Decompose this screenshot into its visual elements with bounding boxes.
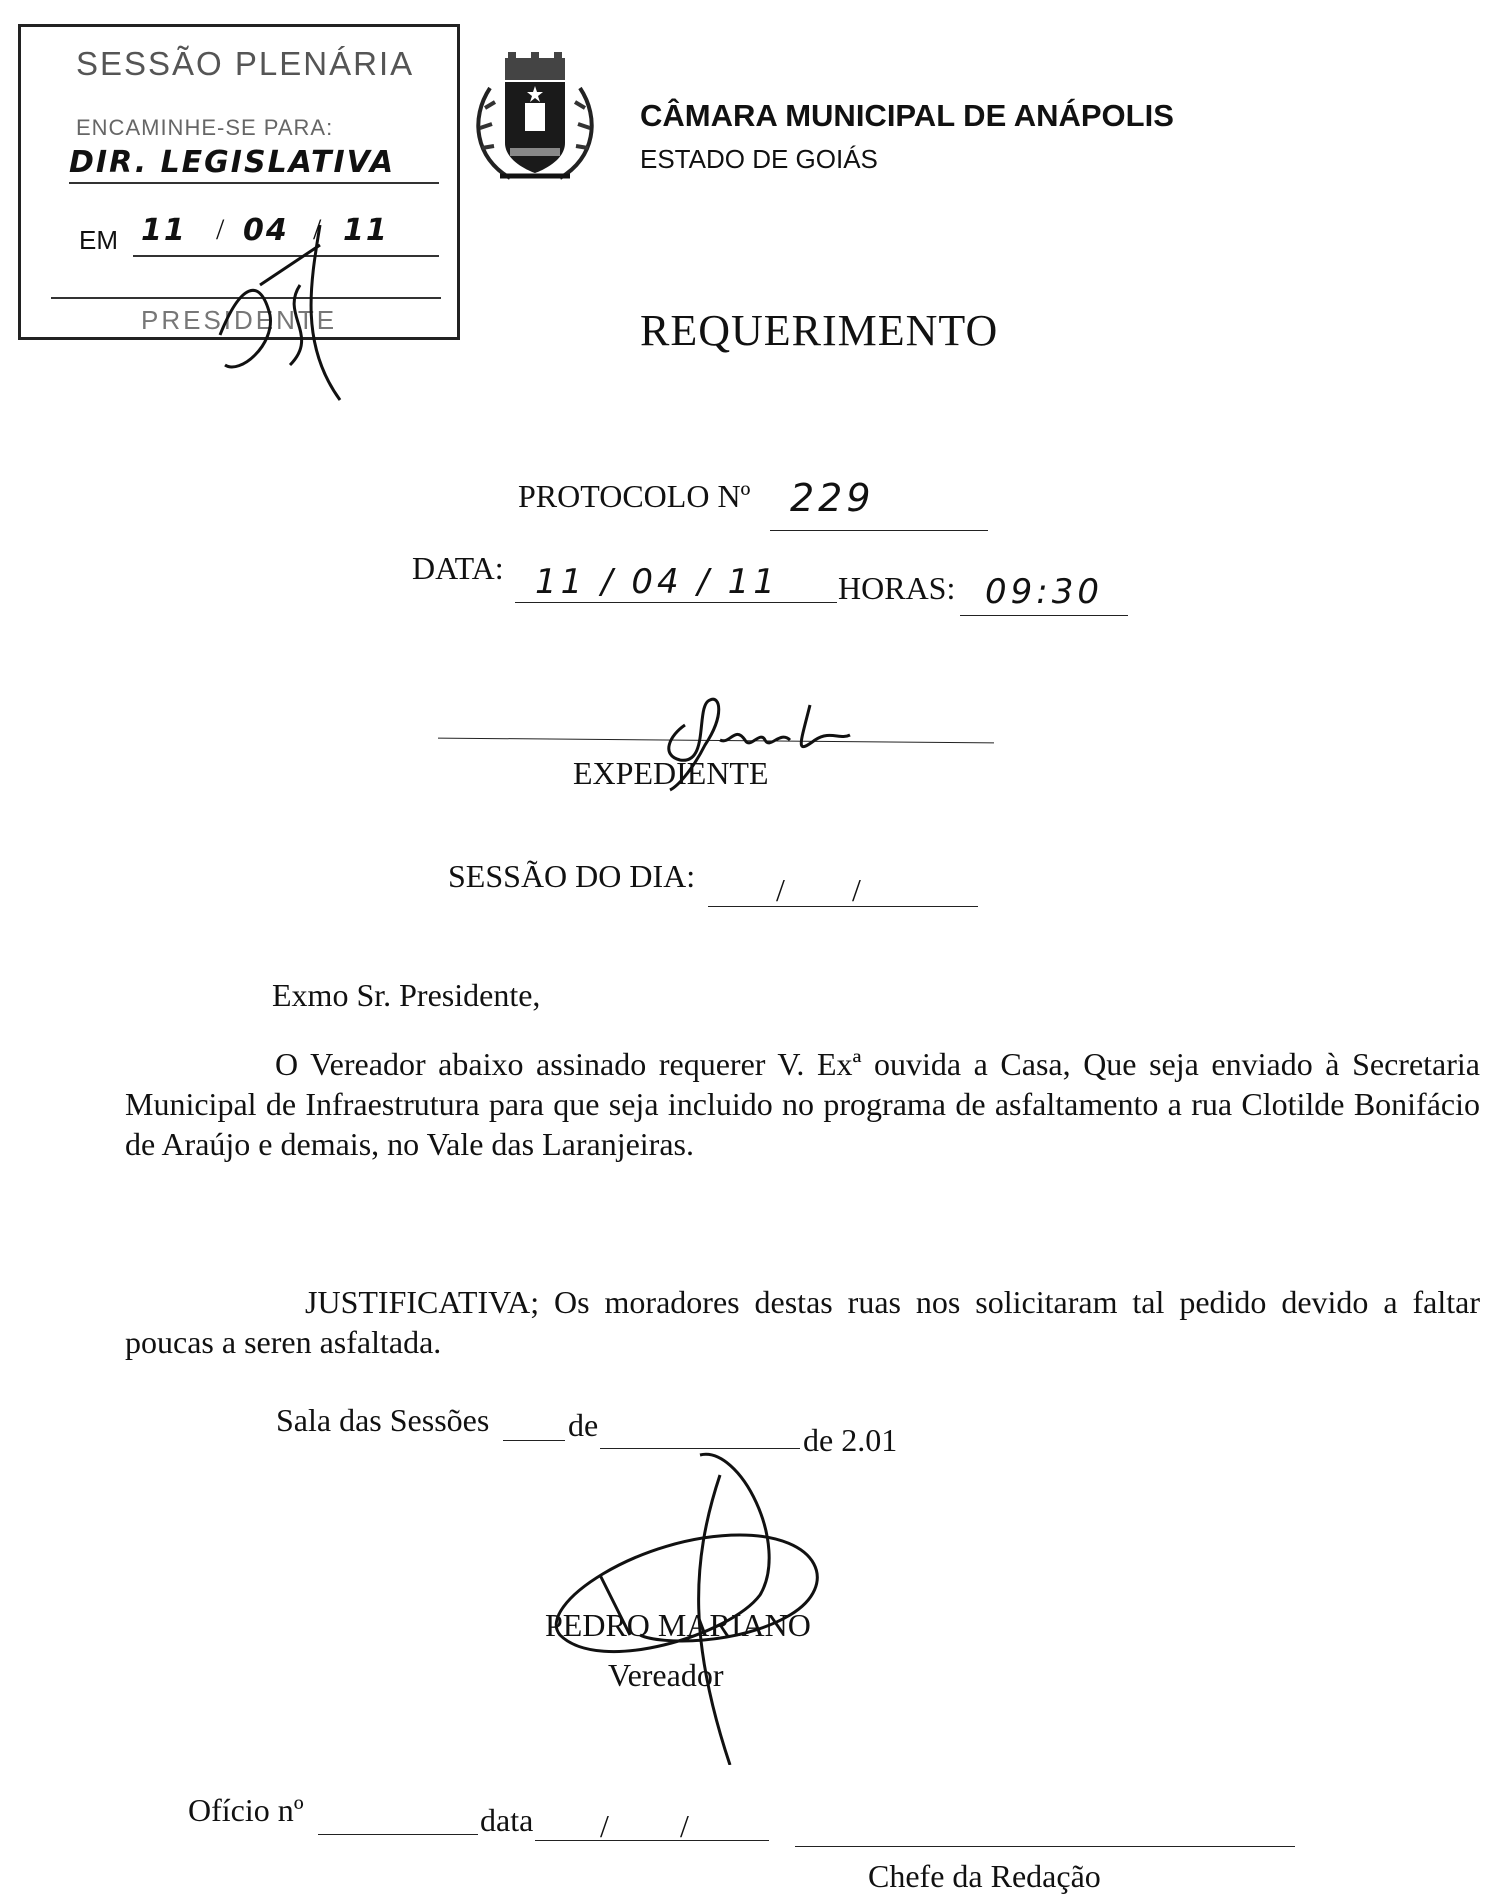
expediente-label: EXPEDIENTE: [573, 755, 769, 791]
justification-paragraph: JUSTIFICATIVA; Os moradores destas ruas nos solicitaram tal pedido devido a faltar poucas a seren asfaltada.: [125, 1284, 1480, 1360]
oficio-data-sep: /: [600, 1808, 609, 1844]
stamp-signer-label: PRESIDENTE: [141, 305, 338, 335]
stamp-title: SESSÃO PLENÁRIA: [76, 45, 415, 82]
date-label: DATA:: [412, 550, 504, 586]
oficio-data-label: data: [480, 1802, 534, 1838]
stamp-date-prefix: EM: [79, 225, 118, 255]
document-title: REQUERIMENTO: [640, 306, 999, 355]
stamp-date-day: 11: [141, 213, 187, 248]
oficio-label: Ofício nº: [188, 1792, 304, 1828]
hours-value: 09:30: [985, 572, 1103, 612]
date-value: 11 / 04 / 11: [535, 562, 779, 602]
stamp-date-sep: /: [313, 213, 322, 246]
stamp-routed-value: DIR. LEGISLATIVA: [69, 145, 396, 180]
institution-state: ESTADO DE GOIÁS: [640, 144, 878, 174]
oficio-data-sep: /: [680, 1808, 689, 1844]
closing-de: de: [568, 1407, 599, 1443]
salutation: Exmo Sr. Presidente,: [272, 977, 541, 1013]
hours-underline: [960, 615, 1128, 616]
municipal-crest-logo: [470, 48, 600, 188]
request-paragraph: O Vereador abaixo assinado requerer V. Exª ouvida a Casa, Que seja enviado à Secretaria Municipal de Infraestrutura para que seja incluido no programa de asfaltamento a rua Clotilde Bonifácio de Araújo e demais, no Vale das Laranjeiras.: [125, 1046, 1480, 1162]
session-label: SESSÃO DO DIA:: [448, 858, 696, 894]
stamp-date-year: 11: [343, 213, 389, 248]
protocol-value: 229: [790, 476, 875, 520]
protocol-underline: [770, 530, 988, 531]
session-underline: [708, 906, 978, 907]
stamp-signature: [200, 225, 360, 405]
chefe-signature-line: [795, 1846, 1295, 1847]
chefe-label: Chefe da Redação: [868, 1858, 1101, 1894]
stamp-date-month: 04: [243, 213, 289, 248]
date-underline: [515, 602, 837, 603]
stamp-routed-label: ENCAMINHE-SE PARA:: [76, 115, 334, 140]
hours-label: HORAS:: [838, 570, 956, 606]
protocol-label: PROTOCOLO Nº: [518, 478, 751, 514]
signer-role: Vereador: [608, 1657, 724, 1693]
closing-year: de 2.01: [803, 1422, 898, 1458]
oficio-data-underline: [535, 1840, 769, 1841]
closing-day-line: [503, 1440, 565, 1441]
session-sep: /: [852, 872, 861, 908]
stamp-date-sep: /: [216, 213, 225, 246]
institution-name: CÂMARA MUNICIPAL DE ANÁPOLIS: [640, 98, 1174, 133]
session-sep: /: [776, 872, 785, 908]
signer-name: PEDRO MARIANO: [545, 1607, 811, 1643]
stamp-line: [69, 182, 439, 184]
closing-prefix: Sala das Sessões: [276, 1402, 490, 1438]
oficio-underline: [318, 1834, 478, 1835]
